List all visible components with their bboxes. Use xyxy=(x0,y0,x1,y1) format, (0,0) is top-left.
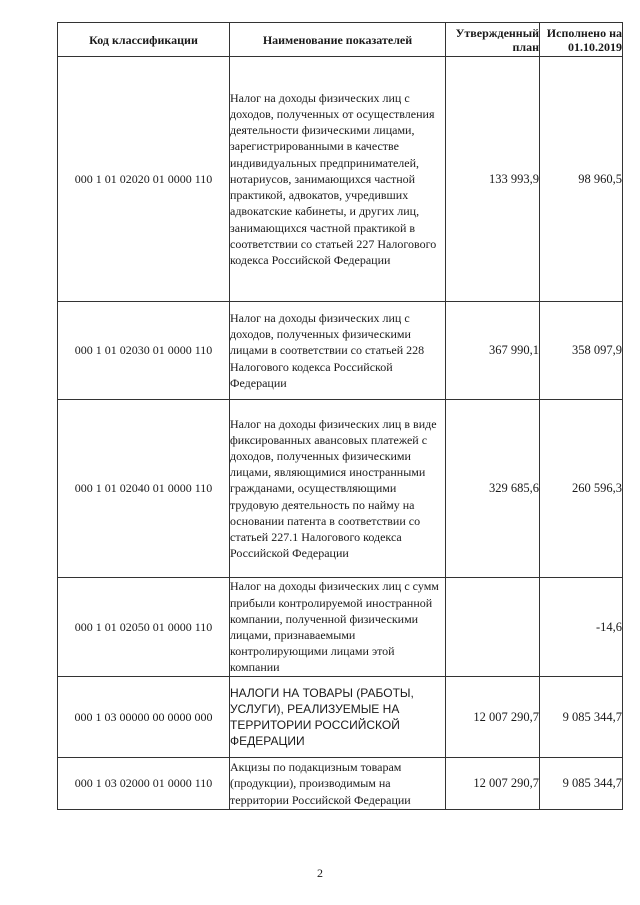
row-name: Налог на доходы физических лиц с сумм прибыли контролируемой иностранной компании, полученной физическими лицами, признаваемыми контролирующими лицами этой компании xyxy=(230,578,446,677)
row-done: 260 596,3 xyxy=(540,400,623,578)
row-done: 98 960,5 xyxy=(540,57,623,302)
table-row xyxy=(58,57,623,302)
row-code: 000 1 01 02020 01 0000 110 xyxy=(58,57,230,302)
budget-table xyxy=(57,22,623,810)
page-number: 2 xyxy=(317,866,323,880)
table-row xyxy=(58,302,623,400)
row-name: Налог на доходы физических лиц с доходов, полученных от осуществления деятельности физическими лицами, зарегистрированными в качестве индивидуальных предпринимателей, нотариусов, занимающихся частной практикой, адвокатов, учредивших адвокатские кабинеты, и других лиц, занимающихся частной практикой в соответствии со статьей 227 Налогового кодекса Российской Федерации xyxy=(230,57,446,302)
row-done: 9 085 344,7 xyxy=(540,758,623,810)
row-plan: 12 007 290,7 xyxy=(446,677,540,758)
row-code: 000 1 01 02050 01 0000 110 xyxy=(58,578,230,677)
header-done: Исполнено на 01.10.2019 xyxy=(540,23,623,57)
header-name: Наименование показателей xyxy=(230,23,446,57)
row-plan: 133 993,9 xyxy=(446,57,540,302)
row-plan xyxy=(446,578,540,677)
row-plan: 12 007 290,7 xyxy=(446,758,540,810)
row-name: НАЛОГИ НА ТОВАРЫ (РАБОТЫ, УСЛУГИ), РЕАЛИЗУЕМЫЕ НА ТЕРРИТОРИИ РОССИЙСКОЙ ФЕДЕРАЦИИ xyxy=(230,677,446,758)
row-code: 000 1 01 02040 01 0000 110 xyxy=(58,400,230,578)
row-plan: 329 685,6 xyxy=(446,400,540,578)
table-header-row xyxy=(58,23,623,57)
table-row xyxy=(58,758,623,810)
row-done: -14,6 xyxy=(540,578,623,677)
header-plan: Утвержденный план xyxy=(446,23,540,57)
row-done: 9 085 344,7 xyxy=(540,677,623,758)
row-name: Налог на доходы физических лиц в виде фиксированных авансовых платежей с доходов, полученных физическими лицами, являющимися иностранными гражданами, осуществляющими трудовую деятельность по найму на основании патента в соответствии со статьей 227.1 Налогового кодекса Российской Федерации xyxy=(230,400,446,578)
table-row xyxy=(58,400,623,578)
row-name: Акцизы по подакцизным товарам (продукции), производимым на территории Российской Федерации xyxy=(230,758,446,810)
table-row xyxy=(58,578,623,677)
row-plan: 367 990,1 xyxy=(446,302,540,400)
row-done: 358 097,9 xyxy=(540,302,623,400)
header-code: Код классификации xyxy=(58,23,230,57)
row-name: Налог на доходы физических лиц с доходов, полученных физическими лицами в соответствии со статьей 228 Налогового кодекса Российской Федерации xyxy=(230,302,446,400)
table-row xyxy=(58,677,623,758)
row-code: 000 1 03 02000 01 0000 110 xyxy=(58,758,230,810)
row-code: 000 1 01 02030 01 0000 110 xyxy=(58,302,230,400)
row-code: 000 1 03 00000 00 0000 000 xyxy=(58,677,230,758)
